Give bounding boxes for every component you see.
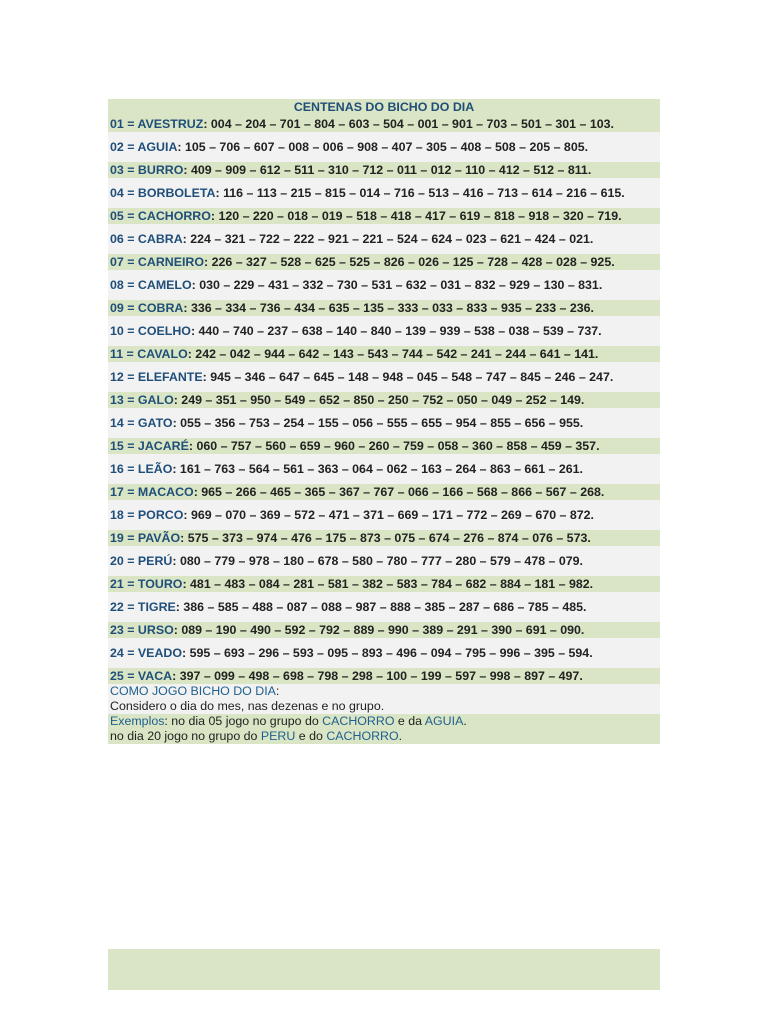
exemplos-label: Exemplos	[110, 714, 165, 728]
animal-name: GALO	[137, 393, 174, 407]
centena-row	[108, 484, 660, 500]
centena-row-label	[110, 622, 174, 638]
centena-row-label	[110, 232, 183, 246]
centena-row-label	[110, 324, 191, 338]
centena-numbers: 575 – 373 – 974 – 476 – 175 – 873 – 075 – 674 – 276 – 874 – 076 – 573.	[187, 531, 591, 545]
centena-row	[108, 392, 660, 408]
centena-row-label	[110, 140, 177, 154]
animal-code: 05	[110, 209, 124, 223]
centena-row	[108, 438, 660, 454]
centena-numbers: 249 – 351 – 950 – 549 – 652 – 850 – 250 – 752 – 050 – 049 – 252 – 149.	[181, 393, 585, 407]
centena-row-label	[110, 646, 182, 660]
centena-numbers: 945 – 346 – 647 – 645 – 148 – 948 – 045 – 548 – 747 – 845 – 246 – 247.	[210, 370, 614, 384]
centena-row	[108, 116, 660, 132]
animal-name: PORCO	[137, 508, 184, 522]
como-jogo-text: Considero o dia do mes, nas dezenas e no grupo.	[110, 699, 385, 713]
centena-row-label	[110, 254, 204, 270]
label-colon: :	[187, 347, 196, 361]
centena-row	[108, 622, 660, 638]
centena-row	[108, 300, 660, 316]
centena-row-label	[110, 530, 180, 546]
animal-name: CARNEIRO	[137, 255, 205, 269]
equals-sign: =	[123, 416, 138, 430]
animal-code: 06	[110, 232, 124, 246]
centena-numbers: 386 – 585 – 488 – 087 – 088 – 987 – 888 – 385 – 287 – 686 – 785 – 485.	[183, 600, 587, 614]
equals-sign: =	[123, 278, 138, 292]
animal-name: AVESTRUZ	[137, 117, 204, 131]
centena-row	[108, 346, 660, 362]
centena-numbers: 089 – 190 – 490 – 592 – 792 – 889 – 990 – 389 – 291 – 390 – 691 – 090.	[181, 623, 585, 637]
animal-name: TIGRE	[137, 600, 176, 614]
exemplo-animal: CACHORRO	[326, 729, 399, 743]
equals-sign: =	[123, 600, 138, 614]
centena-numbers: 242 – 042 – 944 – 642 – 143 – 543 – 744 – 542 – 241 – 244 – 641 – 141.	[195, 347, 599, 361]
como-jogo-colon: :	[275, 684, 280, 698]
centena-row-label	[110, 600, 176, 614]
exemplo-animal: PERU	[260, 729, 296, 743]
label-colon: :	[182, 232, 191, 246]
animal-code: 02	[110, 140, 124, 154]
centena-row-label	[110, 438, 189, 454]
como-jogo-text-row	[108, 699, 660, 714]
animal-name: PAVÃO	[137, 531, 181, 545]
animal-code: 12	[110, 370, 124, 384]
centena-row-label	[110, 554, 172, 568]
exemplo-line-2	[108, 729, 660, 744]
label-colon: :	[173, 623, 182, 637]
centena-row-label	[110, 462, 172, 476]
centena-row-label	[110, 278, 192, 292]
centena-row	[108, 638, 660, 668]
centena-row	[108, 254, 660, 270]
equals-sign: =	[123, 439, 138, 453]
centena-numbers: 120 – 220 – 018 – 019 – 518 – 418 – 417 – 619 – 818 – 918 – 320 – 719.	[218, 209, 622, 223]
centenas-list	[108, 116, 660, 684]
label-colon: :	[183, 163, 191, 177]
centena-numbers: 004 – 204 – 701 – 804 – 603 – 504 – 001 – 901 – 703 – 501 – 301 – 103.	[210, 117, 614, 131]
centena-numbers: 161 – 763 – 564 – 561 – 363 – 064 – 062 – 163 – 264 – 863 – 661 – 261.	[179, 462, 583, 476]
label-colon: :	[210, 209, 219, 223]
equals-sign: =	[123, 646, 138, 660]
animal-code: 09	[110, 301, 124, 315]
label-colon: :	[215, 186, 224, 200]
label-colon: :	[183, 301, 191, 315]
animal-code: 14	[110, 416, 124, 430]
centena-row	[108, 592, 660, 622]
centena-row	[108, 132, 660, 162]
centena-row	[108, 162, 660, 178]
animal-code: 18	[110, 508, 124, 522]
animal-code: 04	[110, 186, 124, 200]
centena-row	[108, 530, 660, 546]
animal-name: URSO	[137, 623, 174, 637]
equals-sign: =	[123, 554, 138, 568]
centena-numbers: 409 – 909 – 612 – 511 – 310 – 712 – 011 – 012 – 110 – 412 – 512 – 811.	[190, 163, 592, 177]
label-colon: :	[182, 577, 191, 591]
equals-sign: =	[123, 531, 138, 545]
animal-code: 15	[110, 439, 124, 453]
exemplo-text: .	[463, 714, 467, 728]
animal-name: ELEFANTE	[137, 370, 203, 384]
animal-name: BURRO	[137, 163, 184, 177]
animal-name: COBRA	[137, 301, 184, 315]
centena-row	[108, 316, 660, 346]
centena-numbers: 060 – 757 – 560 – 659 – 960 – 260 – 759 – 058 – 360 – 858 – 459 – 357.	[196, 439, 600, 453]
centena-numbers: 595 – 693 – 296 – 593 – 095 – 893 – 496 – 094 – 795 – 996 – 395 – 594.	[189, 646, 593, 660]
document-title: CENTENAS DO BICHO DO DIA	[108, 99, 660, 116]
label-colon: :	[202, 370, 211, 384]
exemplo-text: e da	[394, 714, 425, 728]
animal-name: JACARÉ	[137, 439, 189, 453]
animal-name: CABRA	[137, 232, 183, 246]
animal-code: 11	[110, 347, 124, 361]
animal-code: 10	[110, 324, 124, 338]
animal-code: 24	[110, 646, 124, 660]
centena-row	[108, 546, 660, 576]
centena-numbers: 440 – 740 – 237 – 638 – 140 – 840 – 139 – 939 – 538 – 038 – 539 – 737.	[198, 324, 602, 338]
centena-numbers: 105 – 706 – 607 – 008 – 006 – 908 – 407 – 305 – 408 – 508 – 205 – 805.	[184, 140, 589, 154]
centena-row-label	[110, 116, 203, 132]
label-colon: :	[204, 255, 212, 269]
animal-name: MACACO	[137, 485, 194, 499]
centena-row	[108, 408, 660, 438]
centena-row	[108, 668, 660, 684]
exemplo-animal: CACHORRO	[322, 714, 395, 728]
animal-name: VEADO	[137, 646, 182, 660]
equals-sign: =	[123, 669, 138, 683]
animal-name: CACHORRO	[137, 209, 211, 223]
label-colon: :	[191, 278, 200, 292]
centena-numbers: 224 – 321 – 722 – 222 – 921 – 221 – 524 – 624 – 023 – 621 – 424 – 021.	[190, 232, 594, 246]
centena-numbers: 969 – 070 – 369 – 572 – 471 – 371 – 669 – 171 – 772 – 269 – 670 – 872.	[190, 508, 594, 522]
equals-sign: =	[123, 301, 138, 315]
exemplo-line-1	[108, 714, 660, 729]
equals-sign: =	[123, 393, 138, 407]
centena-row-label	[110, 484, 194, 500]
como-jogo-heading: COMO JOGO BICHO DO DIA	[110, 684, 276, 698]
centena-row-label	[110, 162, 183, 178]
label-colon: :	[180, 531, 188, 545]
animal-name: CAMELO	[137, 278, 192, 292]
label-colon: :	[172, 669, 180, 683]
centena-numbers: 397 – 099 – 498 – 698 – 798 – 298 – 100 – 199 – 597 – 998 – 897 – 497.	[179, 669, 583, 683]
animal-code: 03	[110, 163, 124, 177]
centena-row-label	[110, 208, 211, 224]
label-colon: :	[183, 508, 191, 522]
animal-code: 01	[110, 117, 124, 131]
label-colon: :	[177, 140, 185, 154]
centena-row	[108, 576, 660, 592]
centena-numbers: 226 – 327 – 528 – 625 – 525 – 826 – 026 – 125 – 728 – 428 – 028 – 925.	[211, 255, 615, 269]
bottom-empty-band	[108, 949, 660, 990]
label-colon: :	[172, 462, 180, 476]
exemplo-animal: AGUIA	[424, 714, 464, 728]
label-colon: :	[173, 393, 182, 407]
equals-sign: =	[123, 117, 138, 131]
animal-code: 17	[110, 485, 124, 499]
animal-code: 19	[110, 531, 124, 545]
animal-code: 21	[110, 577, 124, 591]
equals-sign: =	[123, 577, 138, 591]
animal-code: 23	[110, 623, 124, 637]
animal-name: PERÚ	[137, 554, 173, 568]
animal-code: 13	[110, 393, 124, 407]
animal-name: CAVALO	[137, 347, 188, 361]
animal-name: COELHO	[137, 324, 191, 338]
centena-row-label	[110, 392, 174, 408]
label-colon: :	[172, 416, 181, 430]
label-colon: :	[203, 117, 211, 131]
equals-sign: =	[123, 347, 138, 361]
equals-sign: =	[123, 462, 138, 476]
animal-code: 16	[110, 462, 124, 476]
equals-sign: =	[123, 485, 138, 499]
centena-numbers: 080 – 779 – 978 – 180 – 678 – 580 – 780 – 777 – 280 – 579 – 478 – 079.	[179, 554, 583, 568]
centena-numbers: 336 – 334 – 736 – 434 – 635 – 135 – 333 – 033 – 833 – 935 – 233 – 236.	[190, 301, 594, 315]
equals-sign: =	[123, 140, 138, 154]
como-jogo-heading-row	[108, 684, 660, 699]
animal-name: BORBOLETA	[137, 186, 216, 200]
centena-numbers: 116 – 113 – 215 – 815 – 014 – 716 – 513 – 416 – 713 – 614 – 216 – 615.	[223, 186, 625, 200]
exemplo-text: .	[398, 729, 403, 743]
centena-row-label	[110, 508, 183, 522]
label-colon: :	[175, 600, 184, 614]
label-colon: :	[193, 485, 202, 499]
animal-name: TOURO	[137, 577, 183, 591]
centena-row	[108, 208, 660, 224]
centena-row	[108, 224, 660, 254]
label-colon: :	[188, 439, 197, 453]
centenas-document	[108, 99, 660, 744]
centena-row	[108, 178, 660, 208]
exemplo-text: : no dia 05 jogo no grupo do	[164, 714, 323, 728]
centena-row-label	[110, 576, 182, 592]
label-colon: :	[190, 324, 199, 338]
exemplo-text: no dia 20 jogo no grupo do	[110, 729, 261, 743]
centena-row-label	[110, 370, 203, 384]
centena-numbers: 965 – 266 – 465 – 365 – 367 – 767 – 066 – 166 – 568 – 866 – 567 – 268.	[201, 485, 605, 499]
centena-row-label	[110, 668, 172, 684]
centena-row	[108, 454, 660, 484]
animal-code: 20	[110, 554, 124, 568]
equals-sign: =	[123, 508, 138, 522]
equals-sign: =	[123, 255, 138, 269]
animal-name: AGUIA	[137, 140, 178, 154]
centena-row-label	[110, 416, 173, 430]
animal-code: 07	[110, 255, 124, 269]
centena-row-label	[110, 300, 183, 316]
equals-sign: =	[123, 324, 138, 338]
animal-name: GATO	[137, 416, 173, 430]
equals-sign: =	[123, 623, 138, 637]
equals-sign: =	[123, 232, 138, 246]
animal-name: LEÃO	[137, 462, 173, 476]
centena-row	[108, 270, 660, 300]
centena-numbers: 055 – 356 – 753 – 254 – 155 – 056 – 555 – 655 – 954 – 855 – 656 – 955.	[180, 416, 584, 430]
centena-row	[108, 500, 660, 530]
equals-sign: =	[123, 209, 138, 223]
centena-row-label	[110, 186, 215, 200]
label-colon: :	[182, 646, 190, 660]
animal-code: 08	[110, 278, 124, 292]
centena-row-label	[110, 346, 188, 362]
equals-sign: =	[123, 370, 138, 384]
centena-numbers: 481 – 483 – 084 – 281 – 581 – 382 – 583 – 784 – 682 – 884 – 181 – 982.	[190, 577, 594, 591]
label-colon: :	[172, 554, 180, 568]
equals-sign: =	[123, 163, 138, 177]
animal-code: 25	[110, 669, 124, 683]
animal-name: VACA	[137, 669, 173, 683]
exemplo-text: e do	[295, 729, 327, 743]
equals-sign: =	[123, 186, 138, 200]
centena-row	[108, 362, 660, 392]
animal-code: 22	[110, 600, 124, 614]
centena-numbers: 030 – 229 – 431 – 332 – 730 – 531 – 632 – 031 – 832 – 929 – 130 – 831.	[199, 278, 603, 292]
